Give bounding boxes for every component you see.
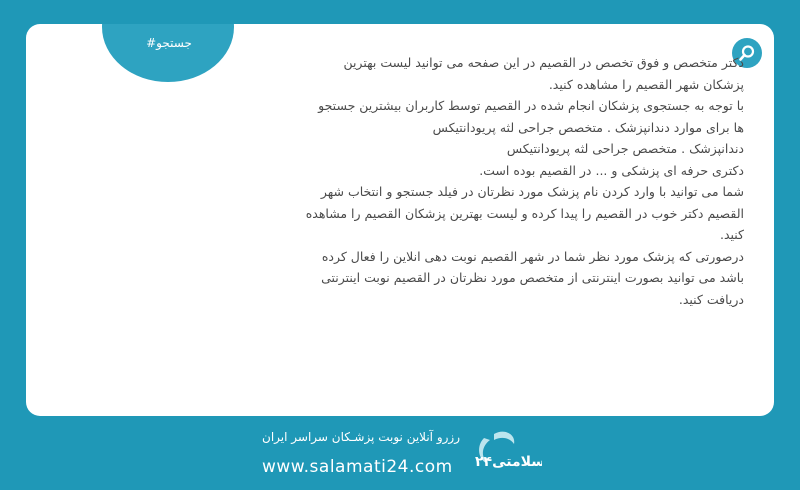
paragraph: شما می توانید با وارد کردن نام پزشک مورد نظرتان در فیلد جستجو و انتخاب شهر القصیم دکتر خوب در القصیم را پیدا کرده و لیست بهترین پزشکان القصیم را مشاهده کنید.	[305, 184, 744, 242]
logo-text: سلامتی۲۴	[474, 454, 542, 470]
paragraph: دکتر متخصص و فوق تخصص در القصیم در این صفحه می توانید لیست بهترین پزشکان شهر القصیم را مشاهده کنید.	[343, 55, 744, 92]
paragraph: دکتری حرفه ای پزشکی و ... در القصیم بوده است.	[479, 162, 744, 178]
search-tag[interactable]: #جستجو	[146, 36, 192, 50]
description-text	[304, 52, 744, 310]
paragraph: درصورتی که پزشک مورد نظر شما در شهر القصیم نوبت دهی انلاین را فعال کرده باشد می توانید بصورت اینترنتی از متخصص مورد نظرتان در القصیم نوبت اینترنتی دریافت کنید.	[321, 248, 744, 307]
salamati24-logo[interactable]	[470, 424, 542, 484]
paragraph: با توجه به جستجوی پزشکان انجام شده در القصیم توسط کاربران بیشترین جستجو ها برای موارد دندانپزشک . متخصص جراحی لثه پریودانتیکس	[318, 98, 744, 135]
footer-tagline: رزرو آنلاین نوبت پزشـکان سراسر ایران	[262, 430, 460, 444]
content-card	[26, 24, 774, 416]
footer-url[interactable]: www.salamati24.com	[262, 457, 453, 477]
search-tag-shape	[102, 24, 234, 82]
paragraph: دندانپزشک . متخصص جراحی لثه پریودانتیکس	[506, 141, 744, 156]
